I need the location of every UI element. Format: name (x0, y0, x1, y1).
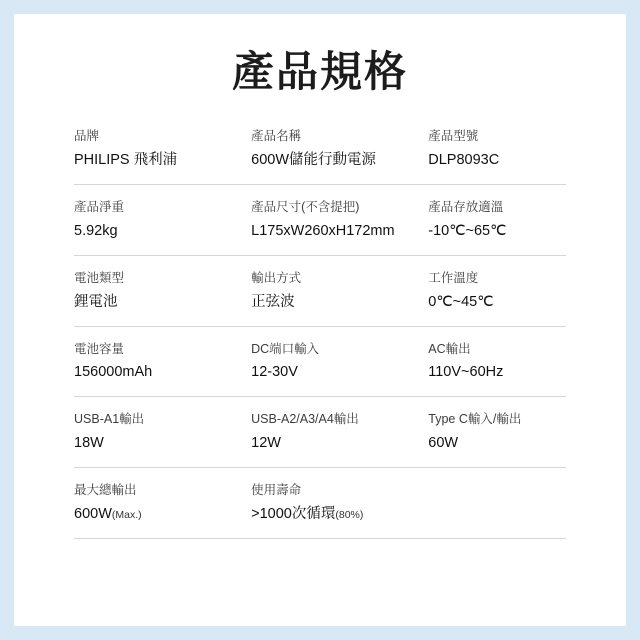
spec-value-suffix: (80%) (335, 508, 364, 521)
spec-label: 電池類型 (74, 270, 125, 285)
spec-label: 產品尺寸(不含提把) (251, 200, 360, 215)
spec-cell-type-c (428, 410, 566, 454)
spec-cell-dc-input (251, 340, 428, 384)
table-row (74, 326, 566, 397)
spec-cell-usb-a234-output (251, 410, 428, 454)
spec-value (428, 362, 558, 383)
spec-value-text: 156000mAh (74, 364, 153, 381)
spec-label: USB-A2/A3/A4輸出 (251, 412, 359, 427)
table-row (74, 184, 566, 255)
spec-value-suffix: (Max.) (111, 508, 142, 521)
spec-value (251, 433, 420, 454)
spec-value (428, 433, 558, 454)
spec-label: 產品名稱 (251, 129, 302, 144)
spec-cell-working-temp (428, 269, 566, 313)
spec-value (74, 221, 243, 242)
spec-value (251, 362, 420, 383)
spec-value-text: 600W儲能行動電源 (251, 152, 377, 169)
page-title: 產品規格 (231, 48, 408, 95)
spec-label: 最大總輸出 (74, 483, 137, 498)
spec-value (74, 362, 243, 383)
spec-value-text: 正弦波 (251, 293, 295, 310)
spec-cell-usb-a1-output (74, 410, 251, 454)
spec-value (251, 292, 420, 313)
spec-cell-product-name (251, 127, 428, 171)
spec-label: AC輸出 (428, 341, 471, 356)
spec-value-text: >1000次循環 (251, 505, 336, 522)
spec-cell-model (428, 127, 566, 171)
spec-label: DC端口輸入 (251, 341, 320, 356)
spec-label: Type C輸入/輸出 (428, 412, 522, 427)
spec-cell-ac-output (428, 340, 566, 384)
spec-value-text: DLP8093C (428, 152, 500, 169)
spec-cell-lifespan (251, 481, 428, 525)
table-row (74, 114, 566, 184)
spec-value (74, 292, 243, 313)
spec-cell-battery-type (74, 269, 251, 313)
spec-cell-output-type (251, 269, 428, 313)
table-row (74, 467, 566, 539)
spec-value-text: PHILIPS 飛利浦 (74, 152, 178, 169)
spec-value (251, 504, 420, 525)
spec-value-text: 5.92kg (74, 222, 118, 239)
spec-label: 電池容量 (74, 341, 125, 356)
spec-value-text: -10℃~65℃ (428, 222, 507, 239)
spec-cell-max-total-output (74, 481, 251, 525)
spec-value (428, 292, 558, 313)
spec-table (74, 114, 566, 539)
spec-value (74, 150, 243, 171)
table-row (74, 396, 566, 467)
spec-value-text: L175xW260xH172mm (251, 222, 395, 239)
spec-value-text: 12W (251, 435, 281, 452)
spec-label: 工作溫度 (428, 270, 479, 285)
spec-value (74, 504, 243, 525)
spec-value-text: 18W (74, 435, 104, 452)
spec-label: 產品淨重 (74, 200, 125, 215)
spec-cell-battery-capacity (74, 340, 251, 384)
spec-value-text: 0℃~45℃ (428, 293, 494, 310)
spec-value-text: 60W (428, 435, 459, 452)
spec-value (251, 221, 420, 242)
spec-cell-dimensions (251, 198, 428, 242)
spec-label: 產品型號 (428, 129, 479, 144)
spec-value (251, 150, 420, 171)
spec-value-text: 鋰電池 (74, 293, 118, 310)
spec-value (428, 150, 558, 171)
spec-sheet-card (14, 14, 626, 626)
table-row (74, 255, 566, 326)
spec-label: 使用壽命 (251, 483, 302, 498)
spec-label: 輸出方式 (251, 270, 302, 285)
spec-value (428, 221, 558, 242)
spec-value-text: 110V~60Hz (428, 364, 504, 381)
spec-value-text: 600W (74, 505, 112, 522)
spec-cell-storage-temp (428, 198, 566, 242)
spec-cell-net-weight (74, 198, 251, 242)
spec-label: 產品存放適溫 (428, 200, 504, 215)
spec-cell-brand (74, 127, 251, 171)
spec-value-text: 12-30V (251, 364, 298, 381)
spec-label: 品牌 (74, 129, 100, 144)
spec-value (74, 433, 243, 454)
spec-label: USB-A1輸出 (74, 412, 145, 427)
